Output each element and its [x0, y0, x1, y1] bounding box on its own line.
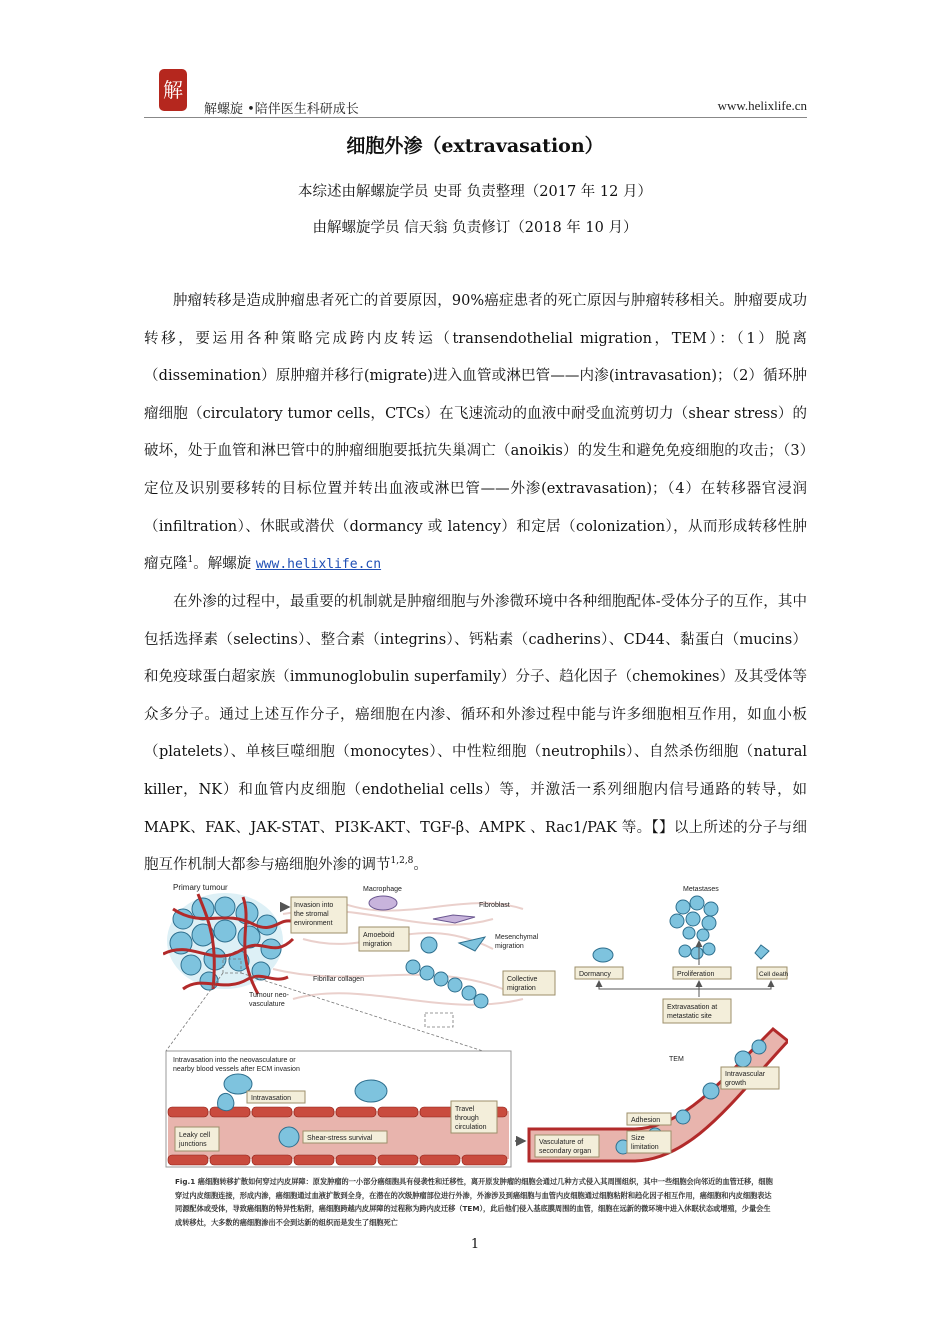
label-travel-3: circulation: [455, 1124, 487, 1131]
label-intravascular-1: Intravascular: [725, 1071, 766, 1078]
label-size-1: Size: [631, 1135, 645, 1142]
paragraph-1-tail: 。解螺旋: [193, 556, 256, 573]
label-leaky-1: Leaky cell: [179, 1132, 211, 1139]
extravasation-box: [663, 999, 731, 1023]
helixlife-link[interactable]: www.helixlife.cn: [255, 557, 382, 573]
travel-box: [451, 1101, 497, 1133]
label-mesenchymal-1: Mesenchymal: [495, 934, 539, 941]
label-collective-2: migration: [507, 985, 536, 992]
proliferation-box: [673, 967, 731, 979]
header-divider: [144, 117, 807, 118]
secondary-vessel: [529, 1029, 788, 1161]
citation-1: 1: [187, 555, 194, 566]
paragraph-1-text: 肿瘤转移是造成肿瘤患者死亡的首要原因，90%癌症患者的死亡原因与肿瘤转移相关。肿瘤要成功转移，要运用各种策略完成跨内皮转运（transendothelial migration，TEM）：（1）脱离（dissemination）原肿瘤并移行(migrate)进入血管或淋巴管——内渗(intravasation)；（2）循环肿瘤细胞（circulatory tumor cells，CTCs）在飞速流动的血液中耐受血流剪切力（shear stress）的破坏，处于血管和淋巴管中的肿瘤细胞要抵抗失巢凋亡（anoikis）的发生和避免免疫细胞的攻击；（3）定位及识别要移转的目标位置并转出血液或淋巴管——外渗(extravasation)；（4）在转移器官浸润（infiltration）、休眠或潜伏（dormancy 或 latency）和定居（colonization），从而形成转移性肿瘤克隆: [144, 293, 807, 573]
primary-tumour: [163, 893, 293, 994]
label-tem: TEM: [669, 1056, 684, 1063]
label-amoeboid-1: Amoeboid: [363, 932, 395, 939]
dormancy-box: [575, 967, 623, 979]
invasion-box: [291, 897, 347, 933]
macrophage-cell: [369, 896, 397, 910]
citation-2: 1,2,8: [390, 856, 414, 867]
metastasis-figure: [163, 879, 788, 1169]
label-primary-tumour: Primary tumour: [173, 883, 228, 892]
label-travel-1: Travel: [455, 1106, 475, 1113]
collective-box: [503, 971, 555, 995]
label-amoeboid-2: migration: [363, 941, 392, 948]
label-shear: Shear-stress survival: [307, 1135, 373, 1142]
label-neo-1: Tumour neo-: [249, 992, 289, 999]
label-invasion-3: environment: [294, 920, 333, 927]
subtitle-compiler: 本综述由解螺旋学员 史哥 负责整理（2017 年 12 月）: [298, 184, 652, 200]
label-mesenchymal-2: migration: [495, 943, 524, 950]
label-metastases: Metastases: [683, 886, 719, 893]
paragraph-2-text: 在外渗的过程中，最重要的机制就是肿瘤细胞与外渗微环境中各种细胞配体-受体分子的互作，其中包括选择素（selectins）、整合素（integrins）、钙粘素（cadherins）、CD44、黏蛋白（mucins）和免疫球蛋白超家族（immunoglobulin superfamily）分子、趋化因子（chemokines）及其受体等众多分子。通过上述互作分子，癌细胞在内渗、循环和外渗过程中能与许多细胞相互作用，如血小板（platelets）、单核巨噬细胞（monocytes）、中性粒细胞（neutrophils）、自然杀伤细胞（natural killer，NK）和血管内皮细胞（endothelial cells）等，并激活一系列细胞内信号通路的转导，如 MAPK、FAK、JAK-STAT、PI3K-AKT、TGF-β、AMPK 、Rac1/PAK 等。【】以上所述的分子与细胞互作机制大都参与癌细胞外渗的调节: [144, 594, 807, 874]
paragraph-2: [144, 584, 807, 885]
page-title: 细胞外渗（extravasation）: [346, 135, 604, 157]
label-intra-title-1: Intravasation into the neovasculature or: [173, 1057, 296, 1064]
amoeboid-box: [359, 927, 409, 951]
label-dormancy: Dormancy: [579, 971, 611, 978]
paragraph-1: [144, 283, 807, 584]
logo-glyph: 解: [163, 80, 183, 102]
label-extravasation-1: Extravasation at: [667, 1004, 718, 1011]
cell-death-box: [757, 967, 788, 979]
figure-caption: Fig.1 癌细胞转移扩散如何穿过内皮屏障：原发肿瘤的一小部分癌细胞具有侵袭性和迁移性，离开原发肿瘤的细胞会通过几种方式侵入其周围组织，其中一些细胞会向邻近的血管迁移，细胞穿过内皮细胞连接，形成内渗，癌细胞通过血液扩散到全身，在潜在的次级肿瘤部位进行外渗，外渗涉及到癌细胞与血管内皮细胞通过细胞粘附和趋化因子相互作用，癌细胞和内皮细胞表达同源配体或受体，导致癌细胞的特异性粘附，癌细胞跨越内皮屏障的过程称为跨内皮迁移（TEM），此后他们侵入基底膜周围的血管，细胞在远新的微环境中进入休眠状态或增殖，少量会生成转移灶，大多数的癌细胞渗出不会到达新的组织而是发生了细胞死亡: [175, 1177, 773, 1227]
outcome-cells: [593, 943, 769, 962]
label-intra-title-2: nearby blood vessels after ECM invasion: [173, 1066, 300, 1073]
label-fibrillar: Fibrillar collagen: [313, 976, 364, 983]
header-website[interactable]: www.helixlife.cn: [717, 98, 807, 113]
label-extravasation-2: metastatic site: [667, 1013, 712, 1020]
label-vasc-1: Vasculature of: [539, 1139, 584, 1146]
helixlife-logo: [158, 68, 188, 112]
label-vasc-2: secondary organ: [539, 1148, 592, 1155]
label-intravasation: Intravasation: [251, 1095, 292, 1102]
label-size-2: limitation: [631, 1144, 659, 1151]
label-neo-2: vasculature: [249, 1001, 285, 1008]
amoeboid-cell: [421, 937, 437, 953]
label-macrophage: Macrophage: [363, 886, 402, 893]
fibroblast-cell: [433, 915, 475, 923]
label-adhesion: Adhesion: [631, 1117, 661, 1124]
label-leaky-2: junctions: [179, 1141, 207, 1148]
label-collective-1: Collective: [507, 976, 538, 983]
header-slogan: 解螺旋 •陪伴医生科研成长: [204, 102, 359, 117]
subtitle-reviser: 由解螺旋学员 信天翁 负责修订（2018 年 10 月）: [312, 220, 638, 236]
label-proliferation: Proliferation: [677, 971, 715, 978]
label-intravascular-2: growth: [725, 1080, 747, 1087]
label-invasion-2: the stromal: [294, 911, 329, 918]
paragraph-2-tail: 。: [413, 857, 428, 874]
label-cell-death: Cell death: [759, 971, 788, 978]
label-invasion-1: Invasion into: [294, 902, 334, 909]
label-travel-2: through: [455, 1115, 479, 1122]
page-number: 1: [470, 1237, 480, 1252]
metastases-cluster: [670, 896, 718, 941]
label-fibroblast: Fibroblast: [479, 902, 510, 909]
